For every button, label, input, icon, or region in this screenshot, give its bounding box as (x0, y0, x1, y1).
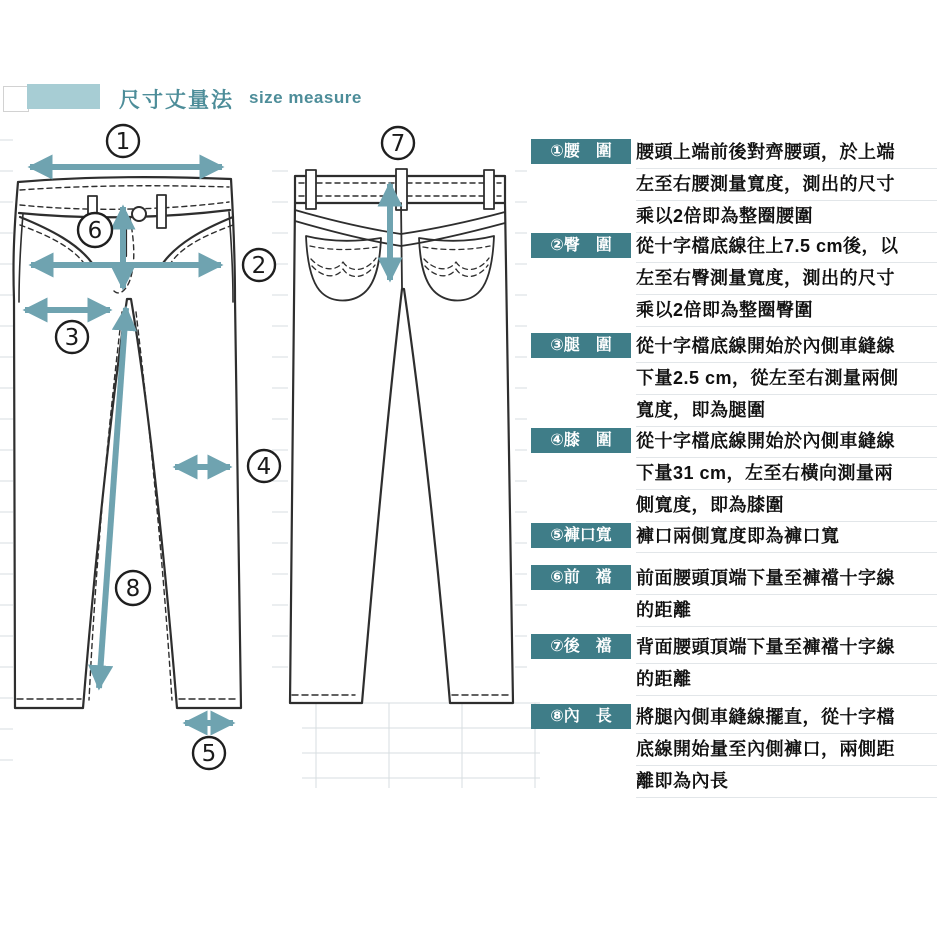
measure-row (531, 426, 937, 522)
pants-back-drawing (290, 169, 513, 703)
measure-text-line: 的距離 (636, 664, 937, 696)
measure-row (531, 521, 937, 553)
measure-text-line: 下量2.5 cm，從左至右測量兩側 (636, 363, 937, 395)
measure-badge: ①腰 圍 (531, 139, 631, 164)
svg-text:1: 1 (115, 129, 131, 155)
callout-5 (193, 737, 225, 769)
measure-row (531, 563, 937, 627)
svg-text:5: 5 (201, 741, 217, 767)
page-title-en: size measure (249, 88, 362, 107)
measure-badge: ⑥前 襠 (531, 565, 631, 590)
back-center-seam (401, 203, 402, 288)
pants-front-drawing (13, 177, 241, 708)
measure-description (636, 426, 937, 522)
measure-badge: ③腿 圍 (531, 333, 631, 358)
measure-text-line: 乘以2倍即為整圈腰圍 (636, 201, 937, 233)
front-belt-loop (157, 195, 166, 228)
callout-6 (78, 213, 112, 247)
svg-text:4: 4 (256, 454, 272, 480)
measure-row (531, 137, 937, 233)
measure-row (531, 702, 937, 798)
svg-text:7: 7 (390, 131, 406, 157)
measure-description (636, 137, 937, 233)
measure-badge: ⑤褲口寬 (531, 523, 631, 548)
measure-text-line: 左至右腰測量寬度，測出的尺寸 (636, 169, 937, 201)
svg-text:3: 3 (64, 325, 80, 351)
measure-text-line: 下量31 cm，左至右橫向測量兩 (636, 458, 937, 490)
measure-text-line: 前面腰頭頂端下量至褲襠十字線 (636, 563, 937, 595)
measure-row (531, 231, 937, 327)
back-belt-loop (306, 170, 316, 209)
measure-row (531, 632, 937, 696)
callout-8 (116, 571, 150, 605)
measure-badge: ⑧內 長 (531, 704, 631, 729)
svg-text:6: 6 (87, 218, 103, 244)
measure-text-line: 離即為內長 (636, 766, 937, 798)
measure-text-line: 底線開始量至內側褲口，兩側距 (636, 734, 937, 766)
measure-description (636, 563, 937, 627)
measure-text-line: 腰頭上端前後對齊腰頭，於上端 (636, 137, 937, 169)
measure-description (636, 231, 937, 327)
measure-text-line: 背面腰頭頂端下量至褲襠十字線 (636, 632, 937, 664)
measure-description (636, 632, 937, 696)
measure-text-line: 從十字檔底線開始於內側車縫線 (636, 426, 937, 458)
front-button (132, 207, 146, 221)
measure-badge: ②臀 圍 (531, 233, 631, 258)
measure-text-line: 寬度，即為腿圍 (636, 395, 937, 427)
measure-text-line: 的距離 (636, 595, 937, 627)
callout-3 (56, 321, 88, 353)
measure-text-line: 左至右臀測量寬度，測出的尺寸 (636, 263, 937, 295)
measure-text-line: 將腿內側車縫線擺直，從十字檔 (636, 702, 937, 734)
measure-description (636, 702, 937, 798)
svg-text:8: 8 (125, 576, 141, 602)
callout-1 (107, 125, 139, 157)
callout-2 (243, 249, 275, 281)
svg-text:2: 2 (251, 253, 267, 279)
front-silhouette (13, 177, 241, 708)
measure-badge: ④膝 圍 (531, 428, 631, 453)
callout-4 (248, 450, 280, 482)
measure-row (531, 331, 937, 427)
measure-text-line: 褲口兩側寬度即為褲口寬 (636, 521, 937, 553)
measure-text-line: 側寬度，即為膝圍 (636, 490, 937, 522)
measure-description (636, 521, 937, 553)
measure-text-line: 從十字檔底線開始於內側車縫線 (636, 331, 937, 363)
measure-text-line: 乘以2倍即為整圈臀圍 (636, 295, 937, 327)
back-belt-loop (484, 170, 494, 209)
page-title-zh: 尺寸丈量法 (119, 89, 234, 112)
measure-text-line: 從十字檔底線往上7.5 cm後，以 (636, 231, 937, 263)
measure-badge: ⑦後 襠 (531, 634, 631, 659)
measure-description (636, 331, 937, 427)
callout-7 (382, 127, 414, 159)
